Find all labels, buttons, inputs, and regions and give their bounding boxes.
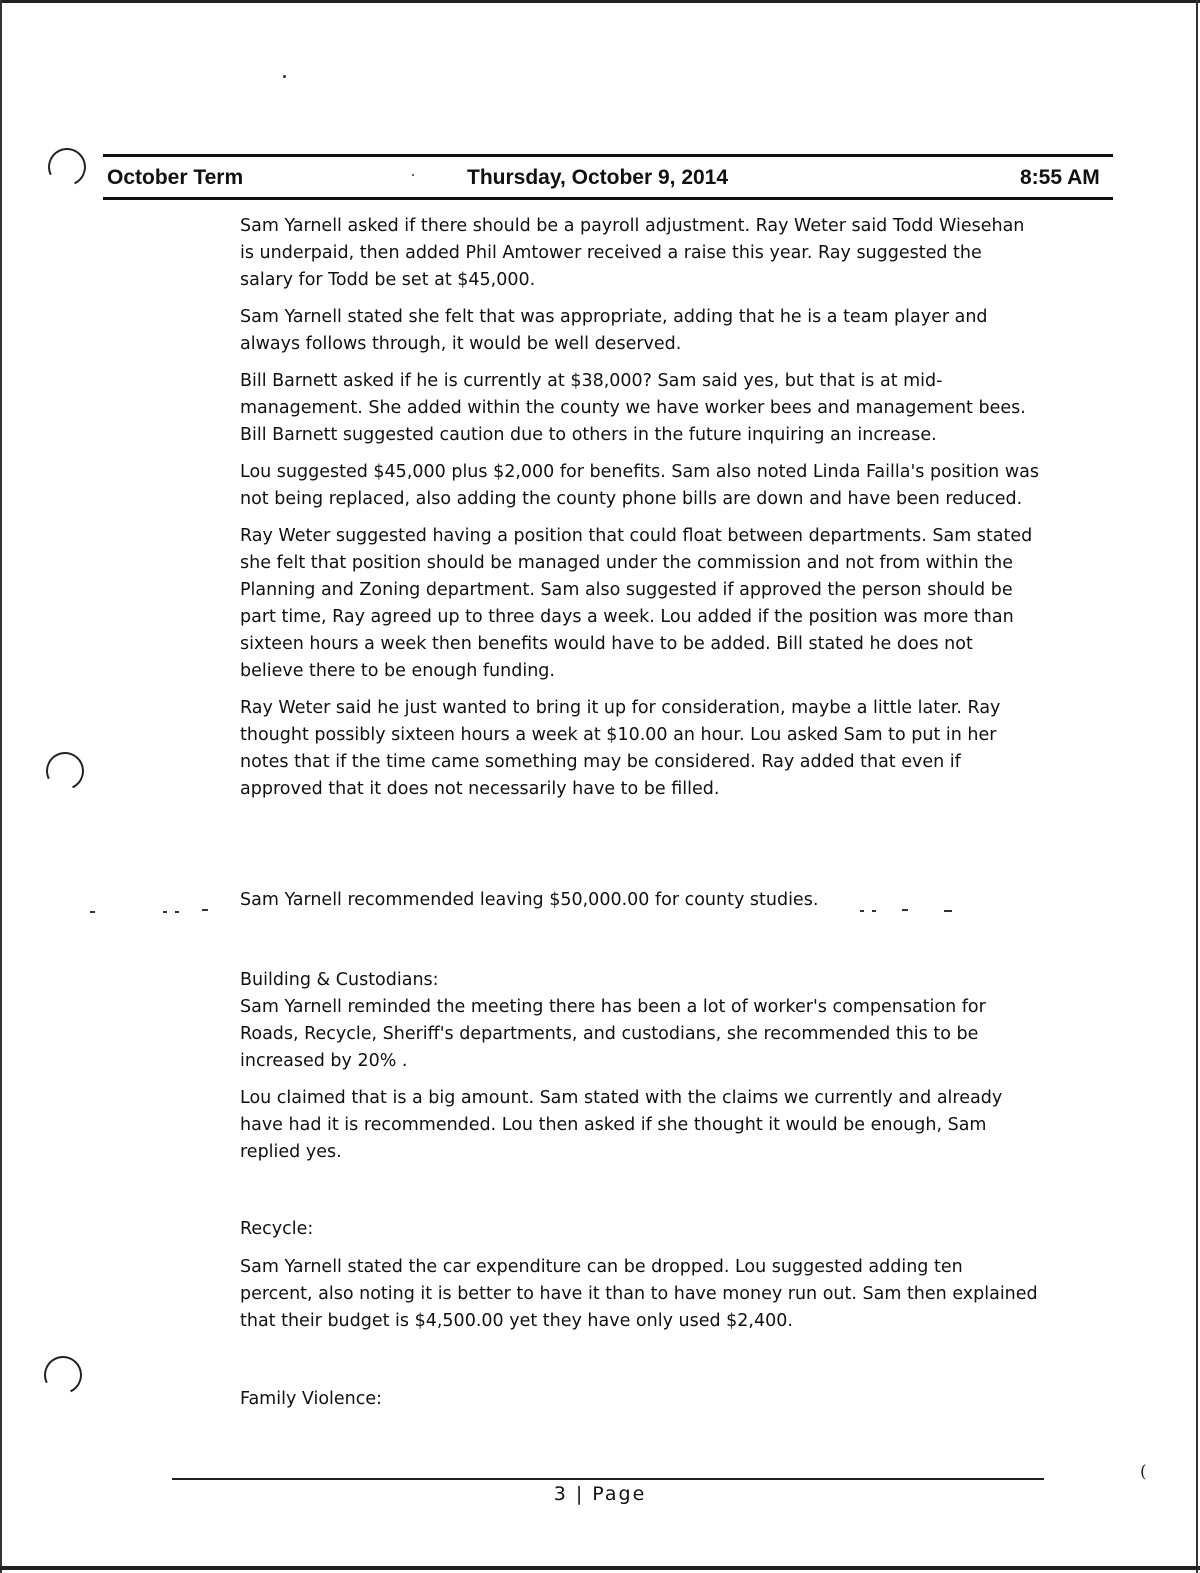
page-border-right	[1196, 0, 1198, 1573]
recycle-heading: Recycle:	[240, 1219, 314, 1239]
scan-speck	[283, 75, 286, 78]
paragraph-payroll: Sam Yarnell asked if there should be a payroll adjustment. Ray Weter said Todd Wiesehan is underpaid, then added Phil Amtower received a raise this year. Ray suggested the salary for Todd be set at $45,000.	[240, 216, 1025, 290]
scan-mark	[902, 909, 908, 911]
punch-hole-icon	[43, 143, 92, 192]
paragraph-salary-check: Bill Barnett asked if he is currently at $38,000? Sam said yes, but that is at mid-management. She added within the county we have worker bees and management bees. Bill Barnett suggested caution due to others in the future inquiring an increase.	[240, 371, 1026, 445]
punch-hole-icon	[39, 1351, 88, 1400]
building-heading: Building & Custodians:	[240, 970, 439, 990]
paragraph-float-position: Ray Weter suggested having a position that could float between departments. Sam stated she felt that position should be managed under the commission and not from within the Planning and Zoning department. Sam also suggested if approved the person should be part time, Ray agreed up to three days a week. Lou added if the position was more than sixteen hours a week then benefits would have to be added. Bill stated he does not believe there to be enough funding.	[240, 526, 1033, 681]
page-border-top	[0, 0, 1200, 3]
scan-mark	[202, 909, 208, 911]
paragraph-consideration: Ray Weter said he just wanted to bring it up for consideration, maybe a little later. Ray thought possibly sixteen hours a week at $10.00 an hour. Lou asked Sam to put in her notes that if the time came something may be considered. Ray added that even if approved that it does not necessarily have to be filled.	[240, 698, 1001, 799]
scan-mark	[90, 911, 95, 913]
paragraph-benefits: Lou suggested $45,000 plus $2,000 for benefits. Sam also noted Linda Failla's position was not being replaced, also adding the county phone bills are down and have been reduced.	[240, 462, 1039, 509]
page-border-bottom	[0, 1566, 1200, 1570]
paragraph-big-amount: Lou claimed that is a big amount. Sam stated with the claims we currently and already have had it is recommended. Lou then asked if she thought it would be enough, Sam replied yes.	[240, 1088, 1003, 1162]
header-rule-top	[103, 154, 1113, 157]
footer-rule	[172, 1478, 1044, 1480]
header-date: Thursday, October 9, 2014	[467, 166, 729, 189]
paragraph-appropriate: Sam Yarnell stated she felt that was appropriate, adding that he is a team player and always follows through, it would be well deserved.	[240, 307, 988, 354]
scan-mark	[860, 910, 864, 912]
scan-speck	[412, 174, 414, 176]
page-border-left	[0, 0, 2, 1573]
studies-note: Sam Yarnell recommended leaving $50,000.00 for county studies.	[240, 890, 819, 910]
paragraph-car-expenditure: Sam Yarnell stated the car expenditure can be dropped. Lou suggested adding ten percent, also noting it is better to have it than to have money run out. Sam then explained that their budget is $4,500.00 yet they have only used $2,400.	[240, 1257, 1038, 1331]
punch-hole-icon	[41, 747, 90, 796]
page-number: 3 | Page	[553, 1483, 647, 1505]
minutes-body	[240, 213, 1040, 813]
scan-mark	[872, 910, 876, 912]
header-rule-bottom	[103, 197, 1113, 200]
building-section	[240, 967, 1040, 1176]
header-time: 8:55 AM	[1020, 166, 1100, 189]
family-violence-heading: Family Violence:	[240, 1389, 383, 1409]
scan-mark	[175, 911, 179, 913]
recycle-section	[240, 1216, 1040, 1345]
paragraph-workers-comp: Sam Yarnell reminded the meeting there has been a lot of worker's compensation for Roads, Recycle, Sheriff's departments, and custodians, she recommended this to be increased by 20% .	[240, 997, 986, 1071]
header-term: October Term	[107, 166, 244, 189]
margin-mark: (	[1140, 1462, 1147, 1482]
scan-mark	[163, 911, 167, 913]
scan-mark	[944, 910, 952, 912]
